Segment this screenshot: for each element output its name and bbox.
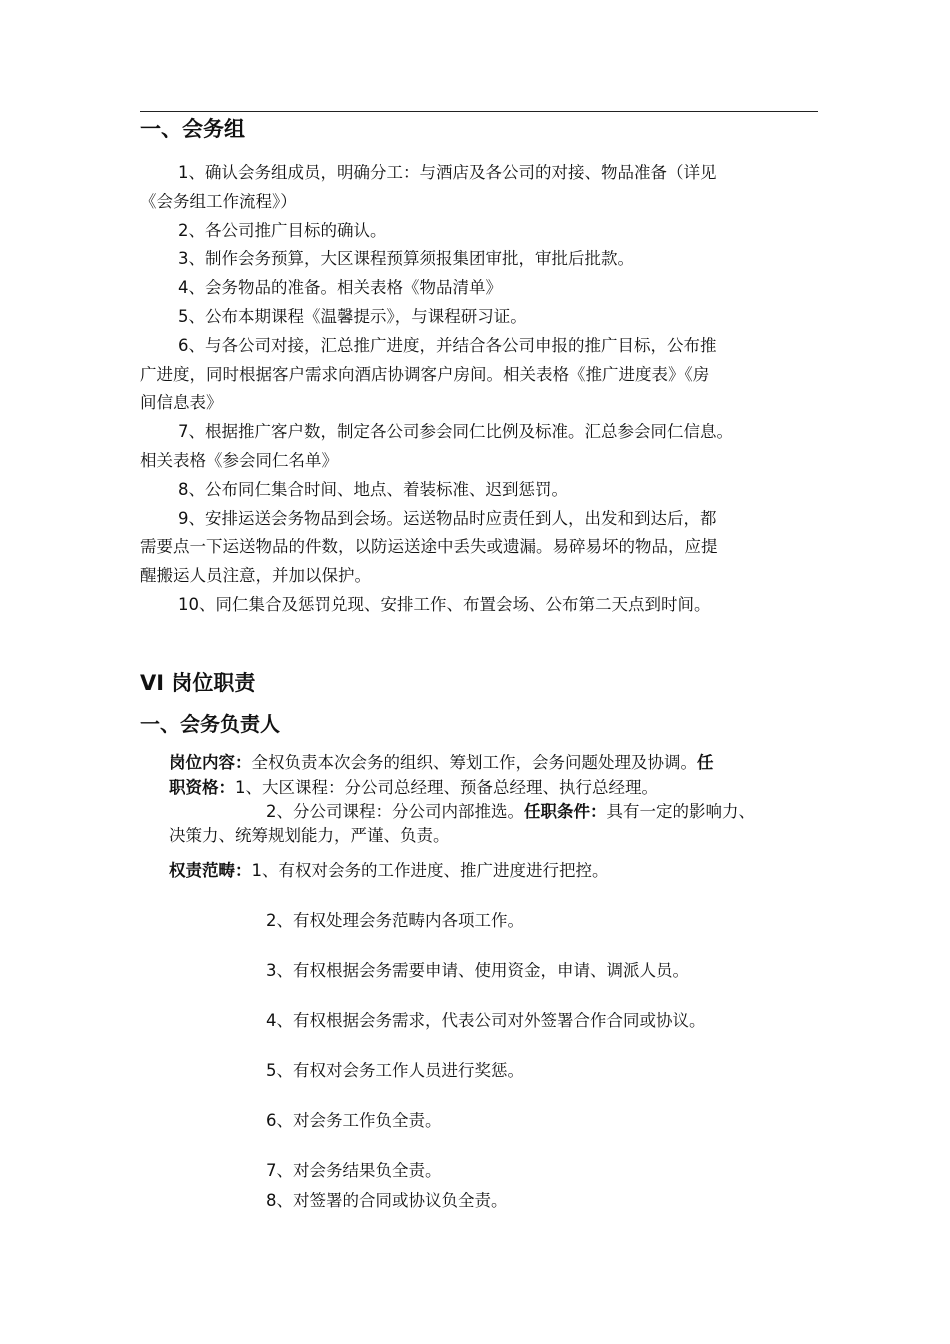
scope-label: 权责范畴： <box>169 861 252 880</box>
list-item: 9、安排运送会务物品到会场。运送物品时应责任到人，出发和到达后，都 <box>178 509 717 528</box>
scope-item: 4、有权根据会务需求，代表公司对外签署合作合同或协议。 <box>266 1011 706 1030</box>
list-item: 7、根据推广客户数，制定各公司参会同仁比例及标准。汇总参会同仁信息。 <box>178 422 733 441</box>
scope-item: 3、有权根据会务需要申请、使用资金，申请、调派人员。 <box>266 961 689 980</box>
list-item: 10、同仁集合及惩罚兑现、安排工作、布置会场、公布第二天点到时间。 <box>178 595 711 614</box>
subheading-meeting-lead: 一、会务负责人 <box>140 712 280 736</box>
list-item-continuation: 间信息表》 <box>140 393 223 412</box>
list-item: 1、确认会务组成员，明确分工：与酒店及各公司的对接、物品准备（详见 <box>178 163 717 182</box>
section-heading-meeting-group: 一、会务组 <box>140 117 245 141</box>
scope-item: 5、有权对会务工作人员进行奖惩。 <box>266 1061 524 1080</box>
list-item-continuation: 醒搬运人员注意，并加以保护。 <box>140 566 371 585</box>
list-item-continuation: 相关表格《参会同仁名单》 <box>140 451 338 470</box>
section-heading-job-duties: VI 岗位职责 <box>140 671 256 695</box>
list-item: 5、公布本期课程《温馨提示》，与课程研习证。 <box>178 307 527 326</box>
scope-first-line <box>169 856 609 885</box>
list-item-continuation: 广进度，同时根据客户需求向酒店协调客户房间。相关表格《推广进度表》《房 <box>140 365 710 384</box>
scope-item: 7、对会务结果负全责。 <box>266 1161 442 1180</box>
job-content-label: 岗位内容： <box>169 753 252 772</box>
header-rule <box>140 111 818 112</box>
list-item: 4、会务物品的准备。相关表格《物品清单》 <box>178 278 502 297</box>
qualification-label-start: 任 <box>697 753 714 772</box>
condition-label: 任职条件： <box>524 802 607 821</box>
list-item: 8、公布同仁集合时间、地点、着装标准、迟到惩罚。 <box>178 480 568 499</box>
scope-item: 6、对会务工作负全责。 <box>266 1111 442 1130</box>
qualification-1: 1、大区课程：分公司总经理、预备总经理、执行总经理。 <box>235 778 658 797</box>
scope-item: 1、有权对会务的工作进度、推广进度进行把控。 <box>251 861 609 880</box>
condition-text-a: 具有一定的影响力、 <box>606 802 755 821</box>
list-item: 2、各公司推广目标的确认。 <box>178 221 387 240</box>
scope-item: 8、对签署的合同或协议负全责。 <box>266 1191 508 1210</box>
list-item: 6、与各公司对接，汇总推广进度，并结合各公司申报的推广目标，公布推 <box>178 336 717 355</box>
qualification-label-end: 职资格： <box>169 778 235 797</box>
condition-text-b: 决策力、统筹规划能力，严谨、负责。 <box>169 826 450 845</box>
list-item-continuation: 《会务组工作流程》） <box>140 192 297 211</box>
scope-item: 2、有权处理会务范畴内各项工作。 <box>266 911 524 930</box>
job-content-text: 全权负责本次会务的组织、筹划工作，会务问题处理及协调。 <box>251 753 697 772</box>
list-item-continuation: 需要点一下运送物品的件数，以防运送途中丢失或遗漏。易碎易坏的物品，应提 <box>140 537 718 556</box>
qualification-2: 2、分公司课程：分公司内部推选。 <box>266 802 524 821</box>
list-item: 3、制作会务预算，大区课程预算须报集团审批，审批后批款。 <box>178 249 634 268</box>
